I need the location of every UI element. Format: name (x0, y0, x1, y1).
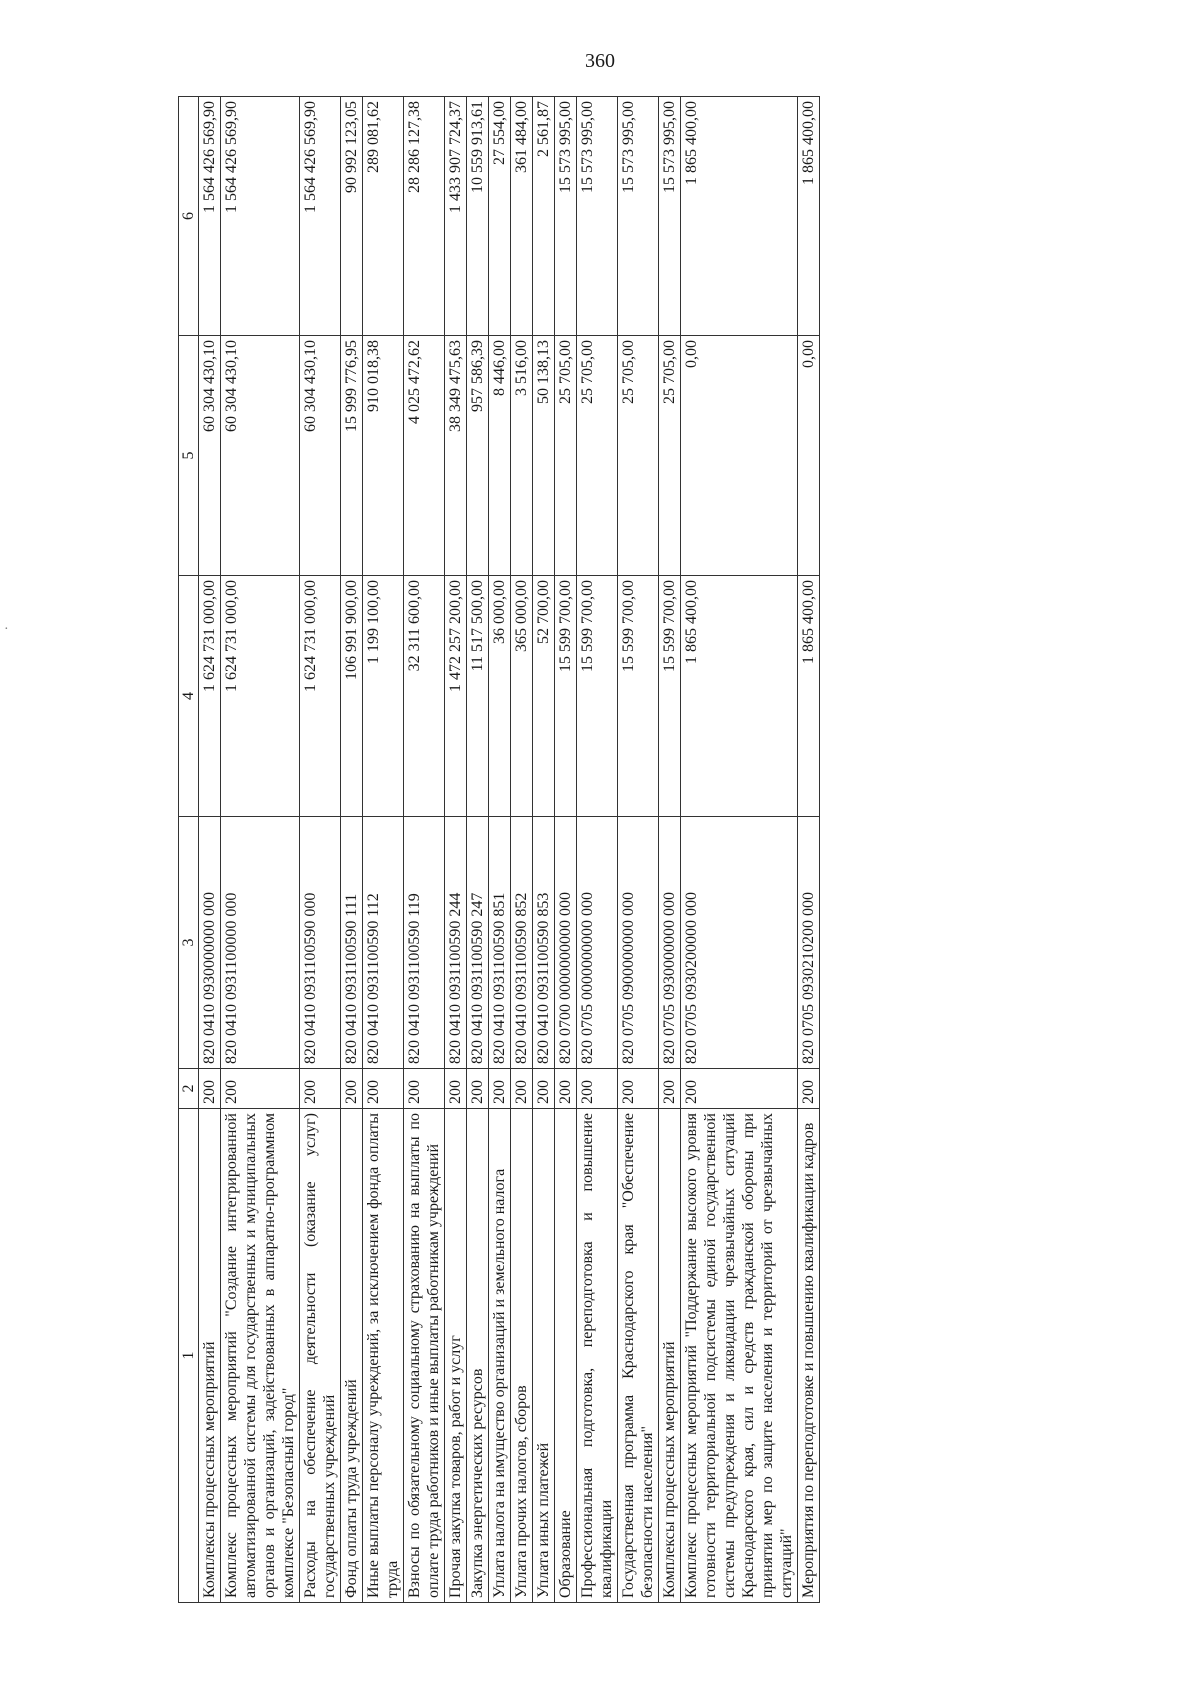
row-rest-cell: 15 573 995,00 (555, 97, 577, 336)
row-plan-cell: 15 599 700,00 (659, 576, 681, 817)
row-code-cell: 200 (489, 1069, 511, 1109)
table-row (798, 97, 820, 1603)
row-rest-cell: 27 554,00 (489, 97, 511, 336)
table-row (489, 97, 511, 1603)
rotated-table-container (178, 97, 1078, 1603)
row-rest-cell: 1 865 400,00 (798, 97, 820, 336)
row-plan-cell: 32 311 600,00 (404, 576, 445, 817)
row-kbk-cell: 820 0705 0930200000 000 (681, 817, 798, 1069)
table-row (445, 97, 467, 1603)
row-fact-cell: 38 349 475,63 (445, 336, 467, 576)
row-rest-cell: 289 081,62 (363, 97, 404, 336)
row-name-cell: Комплексы процессных мероприятий (199, 1109, 221, 1603)
table-row (341, 97, 363, 1603)
row-code-cell: 200 (577, 1069, 618, 1109)
row-kbk-cell: 820 0410 0931100590 112 (363, 817, 404, 1069)
row-rest-cell: 1 433 907 724,37 (445, 97, 467, 336)
header-row (179, 97, 199, 1603)
row-fact-cell: 8 446,00 (489, 336, 511, 576)
row-code-cell: 200 (199, 1069, 221, 1109)
row-plan-cell: 365 000,00 (511, 576, 533, 817)
row-code-cell: 200 (511, 1069, 533, 1109)
row-kbk-cell: 820 0705 0930000000 000 (659, 817, 681, 1069)
row-name-cell: Иные выплаты персоналу учреждений, за исключением фонда оплаты труда (363, 1109, 404, 1603)
row-code-cell: 200 (300, 1069, 341, 1109)
row-fact-cell: 25 705,00 (618, 336, 659, 576)
row-plan-cell: 52 700,00 (533, 576, 555, 817)
row-rest-cell: 361 484,00 (511, 97, 533, 336)
row-plan-cell: 1 199 100,00 (363, 576, 404, 817)
row-fact-cell: 0,00 (681, 336, 798, 576)
row-name-cell: Прочая закупка товаров, работ и услуг (445, 1109, 467, 1603)
row-name-cell: Уплата налога на имущество организаций и земельного налога (489, 1109, 511, 1603)
table-row (681, 97, 798, 1603)
row-name-cell: Закупка энергетических ресурсов (467, 1109, 489, 1603)
row-plan-cell: 1 624 731 000,00 (199, 576, 221, 817)
row-name-cell: Уплата иных платежей (533, 1109, 555, 1603)
row-code-cell: 200 (533, 1069, 555, 1109)
table-row (511, 97, 533, 1603)
row-fact-cell: 25 705,00 (577, 336, 618, 576)
row-name-cell: Взносы по обязательному социальному страхованию на выплаты по оплате труда работников и иные выплаты работникам учреждений (404, 1109, 445, 1603)
row-code-cell: 200 (618, 1069, 659, 1109)
row-rest-cell: 1 865 400,00 (681, 97, 798, 336)
table-row (577, 97, 618, 1603)
row-fact-cell: 910 018,38 (363, 336, 404, 576)
row-fact-cell: 15 999 776,95 (341, 336, 363, 576)
col-header: 6 (179, 97, 199, 336)
row-code-cell: 200 (681, 1069, 798, 1109)
row-plan-cell: 1 865 400,00 (798, 576, 820, 817)
table-row (221, 97, 300, 1603)
row-fact-cell: 60 304 430,10 (199, 336, 221, 576)
row-kbk-cell: 820 0705 0930210200 000 (798, 817, 820, 1069)
row-plan-cell: 11 517 500,00 (467, 576, 489, 817)
row-name-cell: Профессиональная подготовка, переподготовка и повышение квалификации (577, 1109, 618, 1603)
margin-mark: · (4, 622, 9, 637)
row-plan-cell: 1 624 731 000,00 (300, 576, 341, 817)
row-rest-cell: 1 564 426 569,90 (199, 97, 221, 336)
row-fact-cell: 957 586,39 (467, 336, 489, 576)
row-plan-cell: 15 599 700,00 (618, 576, 659, 817)
row-name-cell: Мероприятия по переподготовке и повышению квалификации кадров (798, 1109, 820, 1603)
row-fact-cell: 60 304 430,10 (221, 336, 300, 576)
row-code-cell: 200 (363, 1069, 404, 1109)
row-fact-cell: 25 705,00 (555, 336, 577, 576)
row-kbk-cell: 820 0410 0931100590 247 (467, 817, 489, 1069)
row-plan-cell: 1 865 400,00 (681, 576, 798, 817)
row-rest-cell: 15 573 995,00 (618, 97, 659, 336)
row-kbk-cell: 820 0700 0000000000 000 (555, 817, 577, 1069)
row-kbk-cell: 820 0410 0931100590 851 (489, 817, 511, 1069)
table-row (533, 97, 555, 1603)
col-header: 3 (179, 817, 199, 1069)
row-name-cell: Образование (555, 1109, 577, 1603)
row-name-cell: Комплекс процессных мероприятий "Поддержание высокого уровня готовности территориальной подсистемы единой государственной системы предупреждения и ликвидации чрезвычайных ситуаций Краснодарского края, сил и средств гражданской обороны при принятии мер по защите населения и территорий от чрезвычайных ситуаций" (681, 1109, 798, 1603)
row-code-cell: 200 (555, 1069, 577, 1109)
table-row (659, 97, 681, 1603)
table-row (363, 97, 404, 1603)
row-name-cell: Комплекс процессных мероприятий "Создание интегрированной автоматизированной системы для государственных и муниципальных органов и организаций, задействованных в аппаратно-программном комплексе "Безопасный город" (221, 1109, 300, 1603)
row-kbk-cell: 820 0705 0900000000 000 (618, 817, 659, 1069)
row-kbk-cell: 820 0410 0931100590 244 (445, 817, 467, 1069)
table-row (199, 97, 221, 1603)
row-rest-cell: 90 992 123,05 (341, 97, 363, 336)
row-code-cell: 200 (341, 1069, 363, 1109)
page-number: 360 (585, 50, 615, 72)
row-rest-cell: 15 573 995,00 (577, 97, 618, 336)
row-kbk-cell: 820 0410 0931100590 111 (341, 817, 363, 1069)
row-plan-cell: 15 599 700,00 (577, 576, 618, 817)
table-row (555, 97, 577, 1603)
row-plan-cell: 1 624 731 000,00 (221, 576, 300, 817)
row-code-cell: 200 (467, 1069, 489, 1109)
row-fact-cell: 3 516,00 (511, 336, 533, 576)
row-rest-cell: 15 573 995,00 (659, 97, 681, 336)
row-name-cell: Государственная программа Краснодарского края "Обеспечение безопасности населения" (618, 1109, 659, 1603)
row-name-cell: Расходы на обеспечение деятельности (оказание услуг) государственных учреждений (300, 1109, 341, 1603)
row-code-cell: 200 (798, 1069, 820, 1109)
table-row (300, 97, 341, 1603)
row-rest-cell: 1 564 426 569,90 (221, 97, 300, 336)
col-header: 2 (179, 1069, 199, 1109)
row-plan-cell: 15 599 700,00 (555, 576, 577, 817)
row-kbk-cell: 820 0410 0931100590 853 (533, 817, 555, 1069)
row-kbk-cell: 820 0705 0000000000 000 (577, 817, 618, 1069)
row-kbk-cell: 820 0410 0931100000 000 (221, 817, 300, 1069)
row-rest-cell: 10 559 913,61 (467, 97, 489, 336)
row-name-cell: Фонд оплаты труда учреждений (341, 1109, 363, 1603)
row-plan-cell: 1 472 257 200,00 (445, 576, 467, 817)
row-kbk-cell: 820 0410 0931100590 119 (404, 817, 445, 1069)
row-code-cell: 200 (221, 1069, 300, 1109)
col-header: 1 (179, 1109, 199, 1603)
row-fact-cell: 4 025 472,62 (404, 336, 445, 576)
col-header: 5 (179, 336, 199, 576)
row-fact-cell: 0,00 (798, 336, 820, 576)
table-row (618, 97, 659, 1603)
row-plan-cell: 106 991 900,00 (341, 576, 363, 817)
row-code-cell: 200 (659, 1069, 681, 1109)
table-row (404, 97, 445, 1603)
row-rest-cell: 28 286 127,38 (404, 97, 445, 336)
budget-table (178, 96, 820, 1603)
row-code-cell: 200 (404, 1069, 445, 1109)
row-fact-cell: 25 705,00 (659, 336, 681, 576)
row-kbk-cell: 820 0410 0931100590 000 (300, 817, 341, 1069)
col-header: 4 (179, 576, 199, 817)
row-code-cell: 200 (445, 1069, 467, 1109)
row-kbk-cell: 820 0410 0930000000 000 (199, 817, 221, 1069)
row-fact-cell: 50 138,13 (533, 336, 555, 576)
row-name-cell: Комплексы процессных мероприятий (659, 1109, 681, 1603)
row-rest-cell: 2 561,87 (533, 97, 555, 336)
row-kbk-cell: 820 0410 0931100590 852 (511, 817, 533, 1069)
table-body (199, 97, 820, 1603)
row-plan-cell: 36 000,00 (489, 576, 511, 817)
row-fact-cell: 60 304 430,10 (300, 336, 341, 576)
row-rest-cell: 1 564 426 569,90 (300, 97, 341, 336)
row-name-cell: Уплата прочих налогов, сборов (511, 1109, 533, 1603)
table-row (467, 97, 489, 1603)
